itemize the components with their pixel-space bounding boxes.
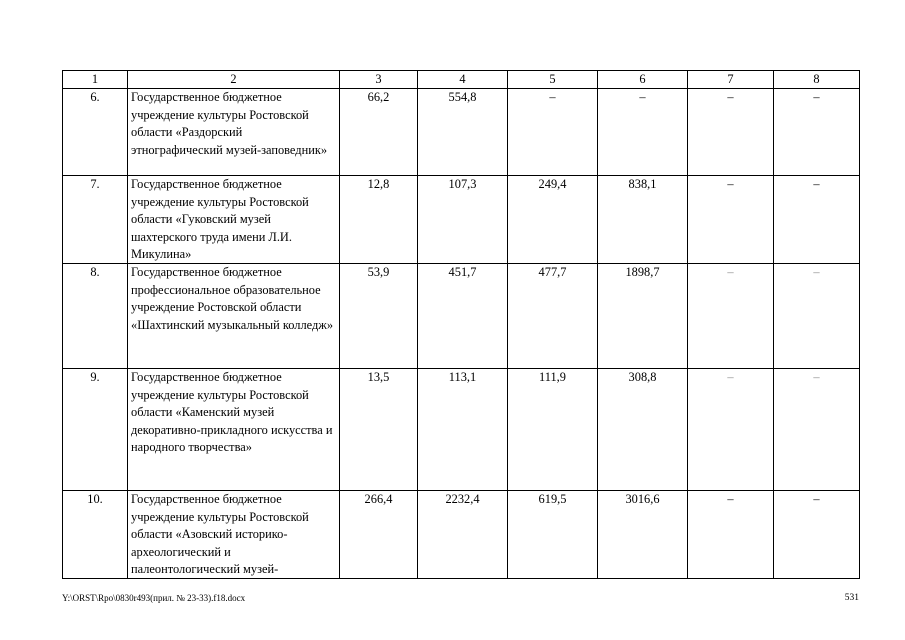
institution-name: Государственное бюджетное учреждение культуры Ростовской области «Азовский историко-археологический и палеонтологический музей- [128,491,340,579]
cell-col-8: – [774,491,860,579]
institution-name: Государственное бюджетное профессиональное образовательное учреждение Ростовской области «Шахтинский музыкальный колледж» [128,264,340,369]
cell-col-4: 113,1 [418,369,508,491]
header-cell-4: 4 [418,71,508,89]
cell-col-5: 619,5 [508,491,598,579]
page-number: 531 [844,593,859,603]
cell-col-8: – [774,176,860,264]
cell-col-4: 451,7 [418,264,508,369]
table-row [63,89,860,176]
cell-col-4: 107,3 [418,176,508,264]
data-table [62,70,860,579]
header-cell-1: 1 [63,71,128,89]
row-number: 7. [63,176,128,264]
header-cell-3: 3 [340,71,418,89]
cell-col-5: – [508,89,598,176]
row-number: 6. [63,89,128,176]
institution-name: Государственное бюджетное учреждение культуры Ростовской области «Каменский музей декоративно-прикладного искусства и народного творчества» [128,369,340,491]
header-cell-8: 8 [774,71,860,89]
cell-col-4: 2232,4 [418,491,508,579]
cell-col-5: 111,9 [508,369,598,491]
header-row [63,71,860,89]
cell-col-3: 266,4 [340,491,418,579]
table-row [63,491,860,579]
cell-col-6: 3016,6 [598,491,688,579]
cell-col-3: 12,8 [340,176,418,264]
institution-name: Государственное бюджетное учреждение культуры Ростовской области «Гуковский музей шахтерского труда имени Л.И. Микулина» [128,176,340,264]
cell-col-6: 308,8 [598,369,688,491]
cell-col-3: 13,5 [340,369,418,491]
row-number: 10. [63,491,128,579]
cell-col-7: – [688,176,774,264]
cell-col-6: 838,1 [598,176,688,264]
cell-col-5: 477,7 [508,264,598,369]
footer-file-path: Y:\ORST\Rpo\0830r493(прил. № 23-33).f18.docx [62,593,246,603]
table-row [63,176,860,264]
institution-name: Государственное бюджетное учреждение культуры Ростовской области «Раздорский этнографический музей-заповедник» [128,89,340,176]
header-cell-7: 7 [688,71,774,89]
cell-col-3: 53,9 [340,264,418,369]
header-cell-5: 5 [508,71,598,89]
header-cell-2: 2 [128,71,340,89]
cell-col-6: – [598,89,688,176]
cell-col-7: – [688,369,774,491]
cell-col-7: – [688,264,774,369]
table-row [63,369,860,491]
cell-col-6: 1898,7 [598,264,688,369]
cell-col-7: – [688,89,774,176]
row-number: 9. [63,369,128,491]
cell-col-5: 249,4 [508,176,598,264]
cell-col-4: 554,8 [418,89,508,176]
cell-col-8: – [774,264,860,369]
cell-col-8: – [774,369,860,491]
table-row [63,264,860,369]
cell-col-8: – [774,89,860,176]
header-cell-6: 6 [598,71,688,89]
cell-col-3: 66,2 [340,89,418,176]
cell-col-7: – [688,491,774,579]
row-number: 8. [63,264,128,369]
